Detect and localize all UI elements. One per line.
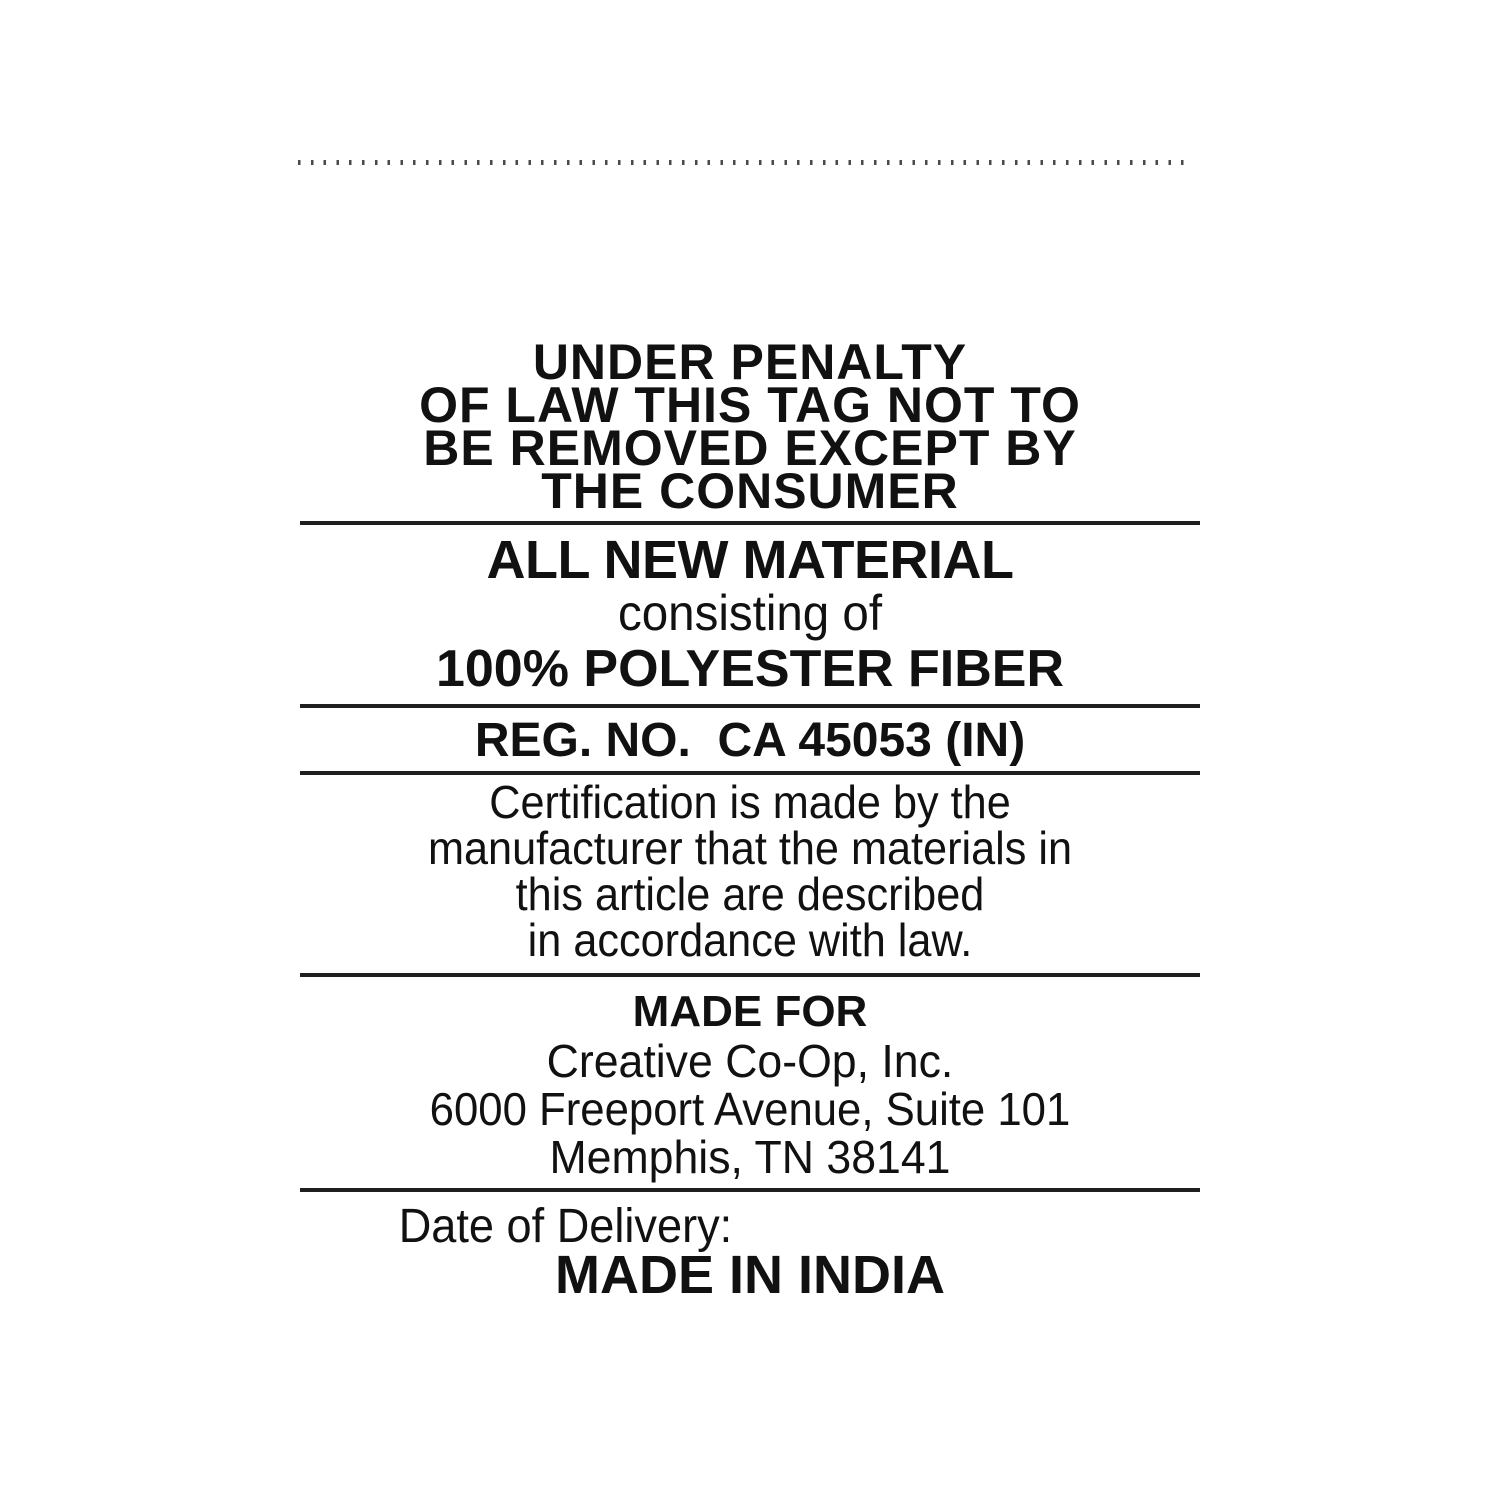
made-for-address-line-1: 6000 Freeport Avenue, Suite 101	[429, 1083, 1071, 1135]
country-of-origin: MADE IN INDIA	[555, 1245, 945, 1305]
certification-line-4: in accordance with law.	[527, 914, 973, 966]
material-content: 100% POLYESTER FIBER	[435, 640, 1065, 698]
perforation-dotted-line	[298, 160, 1188, 165]
certification-line-1: Certification is made by the	[489, 776, 1011, 828]
section-divider-rule-2	[300, 704, 1200, 708]
made-for-company: Creative Co-Op, Inc.	[546, 1035, 954, 1087]
registration-number: REG. NO. CA 45053 (IN)	[474, 714, 1026, 767]
legal-notice-line-1: UNDER PENALTY	[532, 334, 968, 390]
made-for-address-line-2: Memphis, TN 38141	[549, 1131, 951, 1183]
material-heading: ALL NEW MATERIAL	[486, 530, 1014, 590]
material-subheading: consisting of	[617, 585, 883, 641]
section-divider-rule-4	[300, 973, 1200, 977]
made-for-heading: MADE FOR	[632, 987, 868, 1036]
certification-line-3: this article are described	[515, 868, 985, 920]
certification-statement	[327, 776, 1173, 966]
section-divider-rule-1	[300, 521, 1200, 525]
legal-notice	[300, 334, 1200, 519]
section-divider-rule-3	[300, 771, 1200, 775]
certification-line-2: manufacturer that the materials in	[427, 822, 1073, 874]
legal-notice-line-3: BE REMOVED EXCEPT BY	[423, 420, 1077, 476]
legal-notice-line-2: OF LAW THIS TAG NOT TO	[419, 377, 1081, 433]
legal-notice-line-4: THE CONSUMER	[541, 463, 959, 519]
date-of-delivery-label: Date of Delivery:	[398, 1200, 733, 1253]
section-divider-rule-5	[300, 1188, 1200, 1192]
